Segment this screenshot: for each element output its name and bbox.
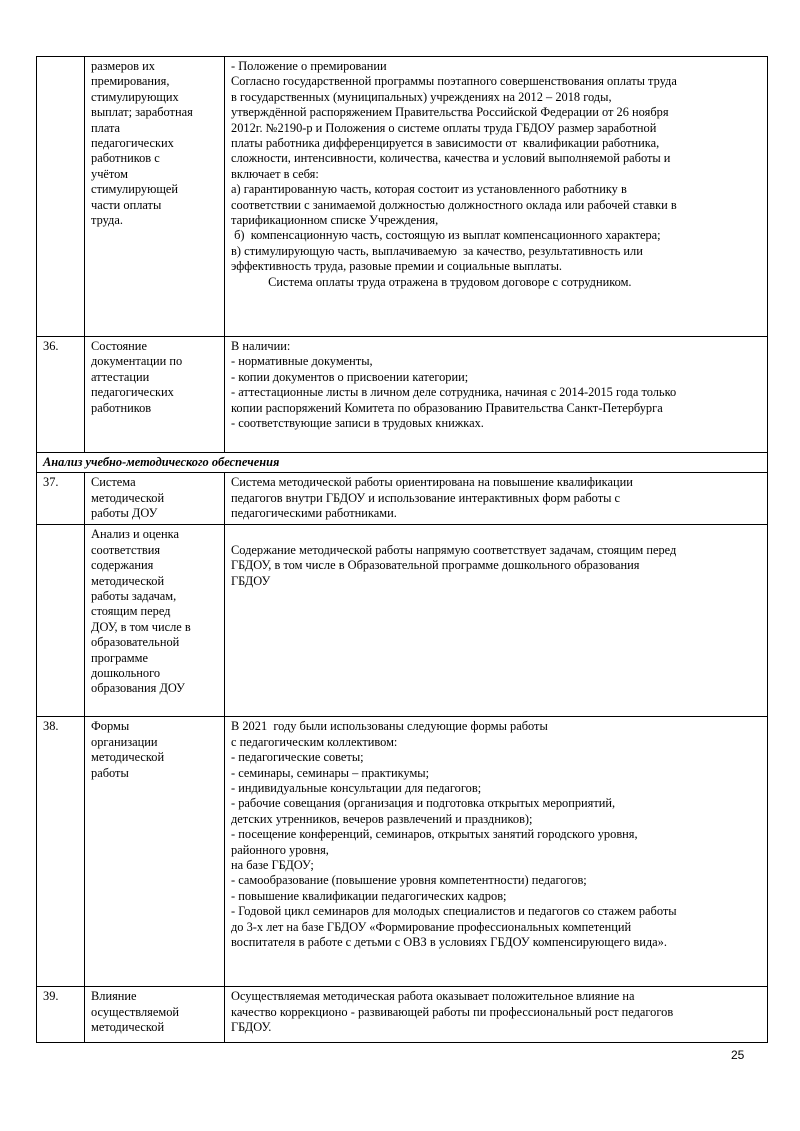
topic-line: Состояние: [91, 339, 147, 353]
topic-line: организации: [91, 734, 158, 749]
content-line: соответствии с занимаемой должностью должностного оклада или рабочей ставки в: [231, 197, 677, 212]
topic-line: части оплаты: [91, 197, 162, 212]
content-line: на базе ГБДОУ;: [231, 858, 314, 873]
content-line: а) гарантированную часть, которая состоит из установленного работнику в: [231, 182, 627, 197]
topic-line: педагогических: [91, 136, 174, 151]
content-line: [231, 290, 762, 305]
content-line: с педагогическим коллективом:: [231, 734, 398, 749]
content-line: качество коррекционо - развивающей работы пи профессиональный рост педагогов: [231, 1004, 674, 1019]
row-content: [225, 525, 768, 717]
content-line: утверждённой распоряжением Правительства Российской Федерации от 26 ноября: [231, 105, 669, 120]
topic-line: осуществляемой: [91, 1004, 180, 1019]
row-number: [37, 57, 85, 337]
report-table: [36, 56, 768, 1043]
content-line: - педагогические советы;: [231, 750, 364, 765]
topic-line: документации по: [91, 354, 183, 369]
row-topic: [85, 473, 225, 525]
content-line: - повышение квалификации педагогических кадров;: [231, 888, 507, 903]
section-header-group: [37, 453, 768, 473]
row-content: [225, 57, 768, 337]
row-topic: [85, 57, 225, 337]
topic-line: труда.: [91, 213, 123, 228]
topic-line: соответствия: [91, 542, 161, 557]
topic-line: содержания: [91, 558, 154, 573]
content-line: В 2021 году были использованы следующие формы работы: [231, 719, 548, 734]
topic-line: размеров их: [91, 59, 155, 73]
table-row: [37, 337, 768, 453]
row-number: 36.: [37, 337, 85, 453]
content-line: - Положение о премировании: [231, 59, 387, 73]
row-number: [37, 525, 85, 717]
topic-line: работы ДОУ: [91, 506, 158, 521]
content-line: Содержание методической работы напрямую соответствует задачам, стоящим перед: [231, 542, 677, 557]
content-line: - соответствующие записи в трудовых книжках.: [231, 416, 484, 431]
topic-line: методической: [91, 573, 165, 588]
content-line: ГБДОУ.: [231, 1020, 272, 1035]
topic-line: работников: [91, 400, 152, 415]
topic-line: образования ДОУ: [91, 681, 185, 696]
row-content: [225, 717, 768, 987]
content-line: - аттестационные листы в личном деле сотрудника, начиная с 2014-2015 года только: [231, 385, 677, 400]
content-line: до 3-х лет на базе ГБДОУ «Формирование профессиональных компетенций: [231, 919, 632, 934]
topic-line: стоящим перед: [91, 604, 171, 619]
page-number: 25: [731, 1048, 745, 1062]
row-number: 37.: [37, 473, 85, 525]
content-line: - семинары, семинары – практикумы;: [231, 765, 430, 780]
report-table-body-bottom: [37, 473, 768, 1043]
content-line: [231, 951, 762, 966]
row-topic: [85, 525, 225, 717]
topic-line: программе: [91, 650, 148, 665]
content-line: включает в себя:: [231, 166, 319, 181]
document-page: [36, 56, 767, 1043]
content-line: детских утренников, вечеров развлечений и праздников);: [231, 811, 533, 826]
content-line: в) стимулирующую часть, выплачиваемую за качество, результативность или: [231, 243, 643, 258]
content-line: Согласно государственной программы поэтапного совершенствования оплаты труда: [231, 74, 677, 89]
content-line: - копии документов о присвоении категории;: [231, 369, 469, 384]
table-row: [37, 57, 768, 337]
content-line: - нормативные документы,: [231, 354, 373, 369]
content-line: - индивидуальные консультации для педагогов;: [231, 781, 482, 796]
topic-line: методической: [91, 490, 165, 505]
topic-line: методической: [91, 1020, 165, 1035]
content-line: - Годовой цикл семинаров для молодых специалистов и педагогов со стажем работы: [231, 904, 677, 919]
content-line: ГБДОУ: [231, 573, 271, 588]
content-line: [231, 527, 762, 542]
section-title: Анализ учебно-методического обеспечения: [37, 453, 768, 473]
topic-line: Формы: [91, 719, 130, 734]
content-line: - посещение конференций, семинаров, открытых занятий городского уровня,: [231, 827, 638, 842]
topic-line: дошкольного: [91, 666, 161, 681]
content-line: эффективность труда, разовые премии и социальные выплаты.: [231, 259, 562, 274]
topic-line: ДОУ, в том числе в: [91, 619, 191, 634]
topic-line: работы задачам,: [91, 589, 177, 604]
topic-line: аттестации: [91, 369, 150, 384]
content-line: 2012г. №2190-р и Положения о системе оплаты труда ГБДОУ размер заработной: [231, 120, 657, 135]
content-line: Система оплаты труда отражена в трудовом договоре с сотрудником.: [231, 274, 632, 289]
content-line: воспитателя в работе с детьми с ОВЗ в условиях ГБДОУ компенсирующего вида».: [231, 935, 667, 950]
content-line: тарификационном списке Учреждения,: [231, 213, 439, 228]
topic-line: работы: [91, 765, 129, 780]
content-line: В наличии:: [231, 339, 291, 353]
content-line: педагогическими работниками.: [231, 506, 397, 521]
topic-line: образовательной: [91, 635, 180, 650]
topic-line: плата: [91, 120, 121, 135]
content-line: ГБДОУ, в том числе в Образовательной программе дошкольного образования: [231, 558, 640, 573]
topic-line: выплат; заработная: [91, 105, 193, 120]
content-line: - рабочие совещания (организация и подготовка открытых мероприятий,: [231, 796, 616, 811]
row-topic: [85, 987, 225, 1043]
topic-line: Анализ и оценка: [91, 527, 180, 542]
table-row: [37, 717, 768, 987]
content-line: районного уровня,: [231, 842, 329, 857]
topic-line: педагогических: [91, 385, 174, 400]
topic-line: Влияние: [91, 989, 137, 1004]
content-line: - самообразование (повышение уровня компетентности) педагогов;: [231, 873, 587, 888]
topic-line: методической: [91, 750, 165, 765]
content-line: Система методической работы ориентирована на повышение квалификации: [231, 475, 633, 490]
content-line: б) компенсационную часть, состоящую из выплат компенсационного характера;: [231, 228, 661, 243]
topic-line: премирования,: [91, 74, 170, 89]
row-topic: [85, 717, 225, 987]
topic-line: работников с: [91, 151, 160, 166]
table-row: [37, 473, 768, 525]
row-content: [225, 473, 768, 525]
content-line: в государственных (муниципальных) учреждениях на 2012 – 2018 годы,: [231, 89, 612, 104]
table-row: [37, 987, 768, 1043]
topic-line: Система: [91, 475, 136, 490]
topic-line: стимулирующей: [91, 182, 179, 197]
content-line: педагогов внутри ГБДОУ и использование интерактивных форм работы с: [231, 490, 621, 505]
topic-line: учётом: [91, 166, 128, 181]
row-number: 38.: [37, 717, 85, 987]
content-line: сложности, интенсивности, количества, качества и условий выполняемой работы и: [231, 151, 671, 166]
topic-line: стимулирующих: [91, 89, 179, 104]
row-topic: [85, 337, 225, 453]
content-line: копии распоряжений Комитета по образованию Правительства Санкт-Петербурга: [231, 400, 663, 415]
row-content: [225, 987, 768, 1043]
report-table-body-top: [37, 57, 768, 453]
row-number: 39.: [37, 987, 85, 1043]
content-line: Осуществляемая методическая работа оказывает положительное влияние на: [231, 989, 635, 1004]
section-header-row: [37, 453, 768, 473]
table-row: [37, 525, 768, 717]
row-content: [225, 337, 768, 453]
content-line: платы работника дифференцируется в зависимости от квалификации работника,: [231, 136, 660, 151]
